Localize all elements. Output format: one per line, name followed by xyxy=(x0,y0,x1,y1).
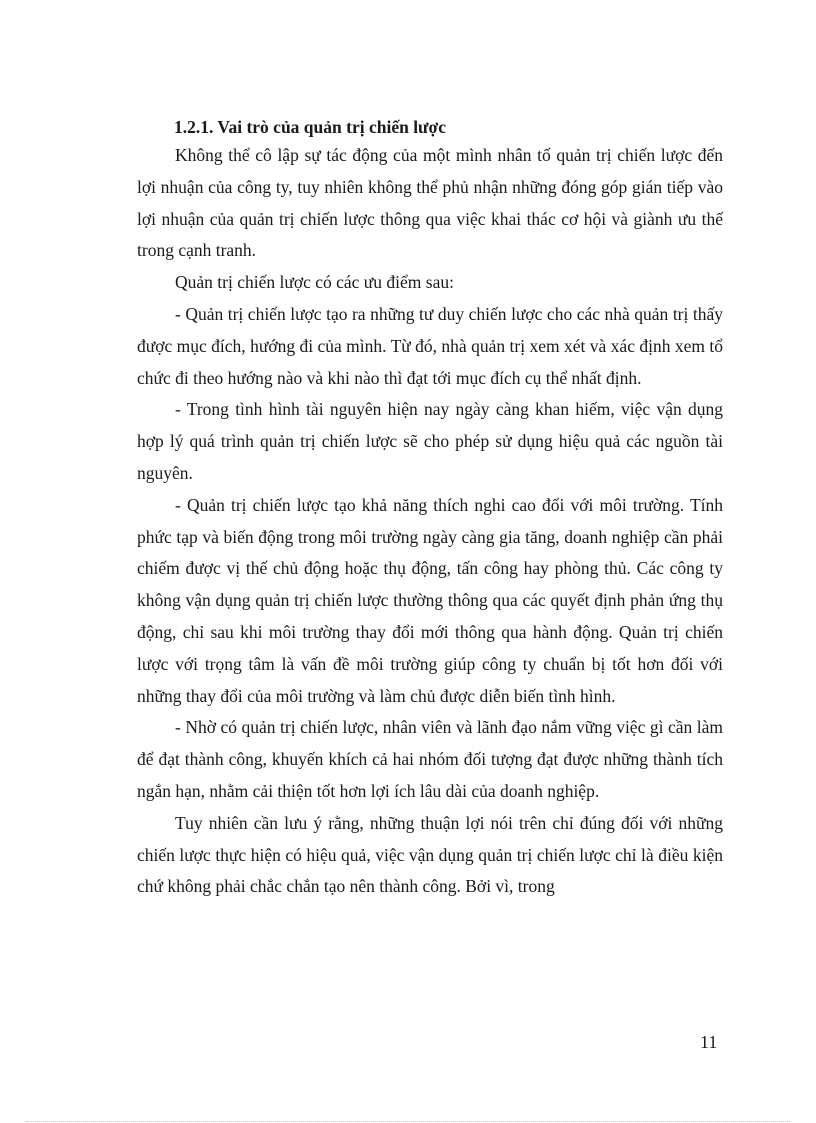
paragraph-bullet-resources: - Trong tình hình tài nguyên hiện nay ngày càng khan hiếm, việc vận dụng hợp lý quá trình quản trị chiến lược sẽ cho phép sử dụng hiệu quả các nguồn tài nguyên. xyxy=(137,399,723,483)
page-bottom-divider xyxy=(26,1121,790,1122)
paragraph-intro: Không thể cô lập sự tác động của một mình nhân tố quản trị chiến lược đến lợi nhuận của công ty, tuy nhiên không thể phủ nhận những đóng góp gián tiếp vào lợi nhuận của quản trị chiến lược thông qua việc khai thác cơ hội và giành ưu thế trong cạnh tranh. xyxy=(137,145,723,261)
paragraph-bullet-employees: - Nhờ có quản trị chiến lược, nhân viên và lãnh đạo nắm vững việc gì cần làm để đạt thành công, khuyến khích cả hai nhóm đối tượng đạt được những thành tích ngắn hạn, nhằm cải thiện tốt hơn lợi ích lâu dài của doanh nghiệp. xyxy=(137,717,723,801)
paragraph-advantages-lead: Quản trị chiến lược có các ưu điểm sau: xyxy=(175,272,454,293)
page-number: 11 xyxy=(700,1032,718,1052)
paragraph-bullet-strategic-thinking: - Quản trị chiến lược tạo ra những tư duy chiến lược cho các nhà quản trị thấy được mục đích, hướng đi của mình. Từ đó, nhà quản trị xem xét và xác định xem tổ chức đi theo hướng nào và khi nào thì đạt tới mục đích cụ thể nhất định. xyxy=(137,303,723,388)
paragraph-caveat: Tuy nhiên cần lưu ý rằng, những thuận lợi nói trên chỉ đúng đối với những chiến lược thực hiện có hiệu quả, việc vận dụng quản trị chiến lược chỉ là điều kiện chứ không phải chắc chắn tạo nên thành công. Bởi vì, trong xyxy=(137,812,723,897)
section-heading: 1.2.1. Vai trò của quản trị chiến lược xyxy=(174,117,447,137)
paragraph-bullet-adaptability: - Quản trị chiến lược tạo khả năng thích nghi cao đối với môi trường. Tính phức tạp và biến động trong môi trường ngày càng gia tăng, doanh nghiệp cần phải chiếm được vị thế chủ động hoặc thụ động, tấn công hay phòng thủ. Các công ty không vận dụng quản trị chiến lược thường thông qua các quyết định phản ứng thụ động, chỉ sau khi môi trường thay đổi mới thông qua hành động. Quản trị chiến lược với trọng tâm là vấn đề môi trường giúp công ty chuẩn bị tốt hơn đối với những thay đổi của môi trường và làm chủ được diễn biến tình hình. xyxy=(137,494,723,706)
body-text xyxy=(137,140,723,903)
